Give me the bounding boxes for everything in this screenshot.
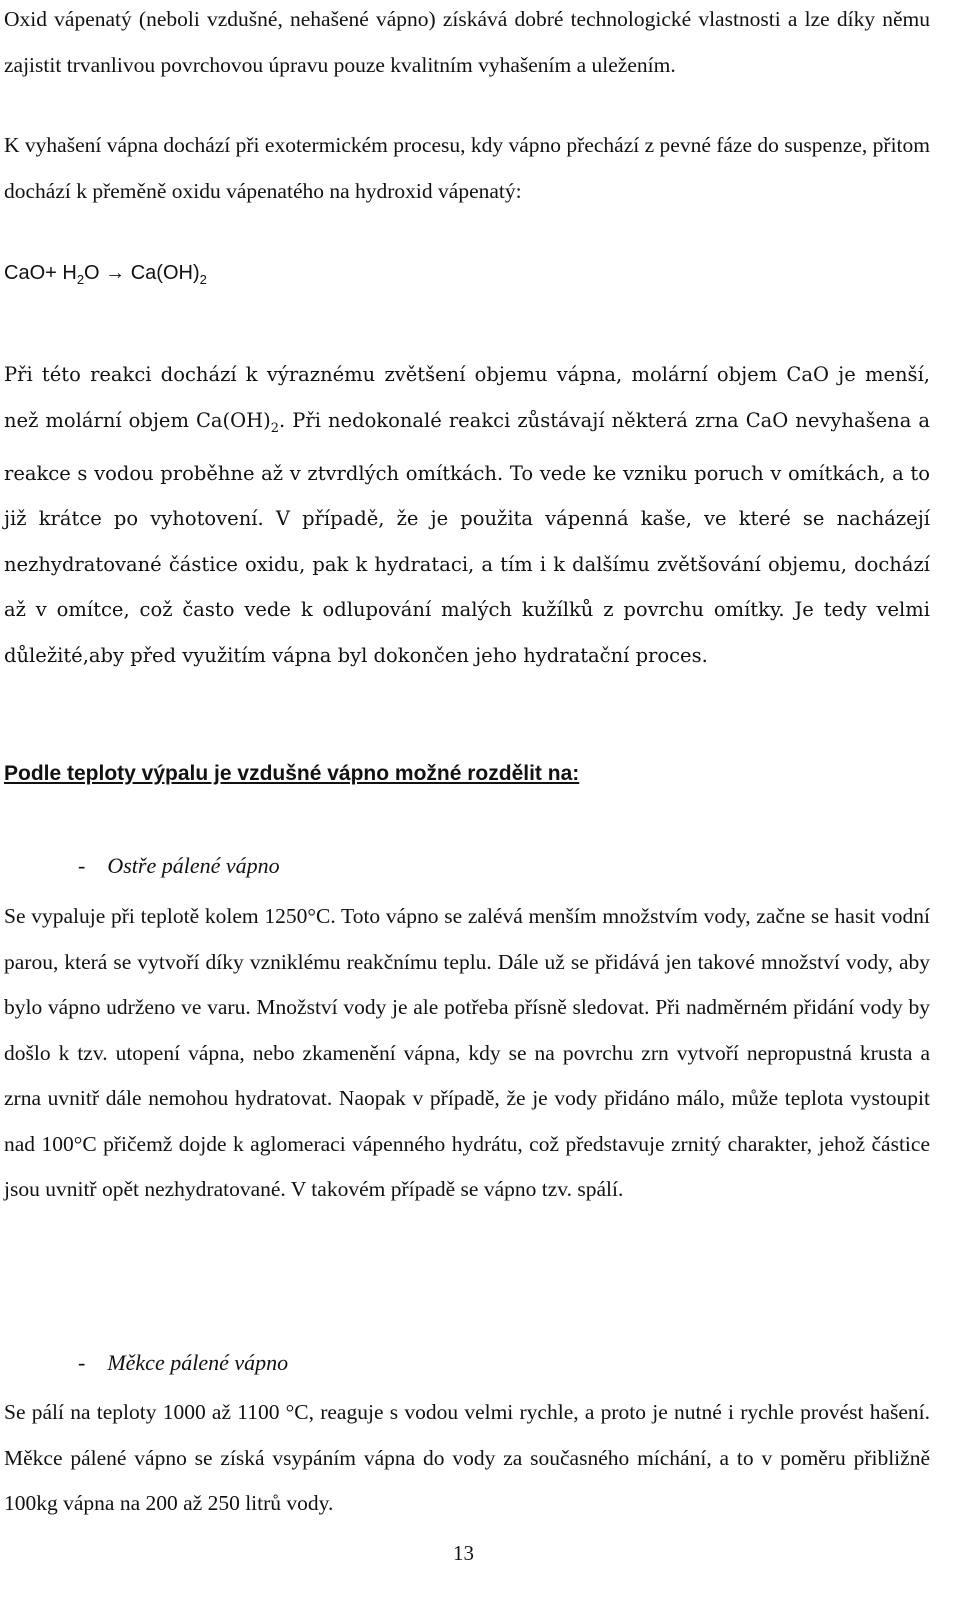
paragraph-text: Se pálí na teploty 1000 až 1100 °C, reaguje s vodou velmi rychle, a proto je nutné i rychle provést hašení. Měkce pálené vápno se získá vsypáním vápna do vody za současného míchání, a to v poměru přibližně 100kg vápna na 200 až 250 litrů vody. bbox=[4, 1400, 930, 1515]
list-item bbox=[78, 1350, 288, 1376]
section-heading: Podle teploty výpalu je vzdušné vápno možné rozdělit na: bbox=[4, 762, 580, 785]
list-item-title: Měkce pálené vápno bbox=[107, 1350, 289, 1375]
paragraph-text: K vyhašení vápna dochází při exotermickém procesu, kdy vápno přechází z pevné fáze do suspenze, přitom dochází k přeměně oxidu vápenatého na hydroxid vápenatý: bbox=[4, 133, 930, 203]
eq-left: CaO+ H bbox=[4, 262, 77, 284]
reaction-arrow: → bbox=[105, 262, 126, 284]
paragraph-soft-burnt bbox=[4, 1390, 930, 1527]
text-part: Při této reakci dochází k výraznému zvětšení objemu vápna, molární objem CaO je menší, než molární objem Ca(OH) bbox=[4, 363, 930, 432]
eq-right: Ca(OH) bbox=[125, 262, 200, 284]
text-part: . Při nedokonalé reakci zůstávají některá zrna CaO nevyhašena a reakce s vodou proběhne až v ztvrdlých omítkách. To vede ke vzniku poruch v omítkách, a to již krátce po vyhotovení. V případě, že je použita vápenná kaše, ve které se nacházejí nezhydratované částice oxidu, pak k hydrataci, a tím i k dalšímu zvětšování objemu, dochází až v omítce, což často vede k odlupování malých kužílků z povrchu omítky. Je tedy velmi důležité,aby před využitím vápna byl dokončen jeho hydratační proces. bbox=[4, 408, 930, 667]
eq-mid: O bbox=[84, 262, 106, 284]
eq-subscript: 2 bbox=[199, 272, 207, 287]
paragraph-text bbox=[4, 352, 930, 678]
paragraph-text: Se vypaluje při teplotě kolem 1250°C. Toto vápno se zalévá menším množstvím vody, začne se hasit vodní parou, která se vytvoří díky vzniklému reakčnímu teplu. Dále už se přidává jen takové množství vody, aby bylo vápno udrženo ve varu. Množství vody je ale potřeba přísně sledovat. Při nadměrném přidání vody by došlo k tzv. utopení vápna, nebo zkamenění vápna, kdy se na povrchu zrn vytvoří nepropustná krusta a zrna uvnitř dále nemohou hydratovat. Naopak v případě, že je vody přidáno málo, může teplota vystoupit nad 100°C přičemž dojde k aglomeraci vápenného hydrátu, což představuje zrnitý charakter, jehož částice jsou uvnitř opět nezhydratované. V takovém případě se vápno tzv. spálí. bbox=[4, 904, 930, 1201]
paragraph-intro bbox=[4, 0, 930, 88]
list-item bbox=[78, 853, 280, 879]
list-item-title: Ostře pálené vápno bbox=[107, 853, 280, 878]
list-dash: - bbox=[78, 1350, 86, 1375]
eq-subscript: 2 bbox=[76, 272, 85, 287]
paragraph-slaking bbox=[4, 123, 930, 214]
text-subscript: 2 bbox=[270, 420, 280, 436]
paragraph-text: Oxid vápenatý (neboli vzdušné, nehašené vápno) získává dobré technologické vlastnosti a lze díky němu zajistit trvanlivou povrchovou úpravu pouze kvalitním vyhašením a uležením. bbox=[4, 7, 930, 77]
list-dash: - bbox=[78, 853, 86, 878]
chemical-equation bbox=[4, 262, 207, 287]
page-number: 13 bbox=[453, 1541, 474, 1565]
paragraph-reaction bbox=[4, 352, 930, 678]
paragraph-hard-burnt bbox=[4, 894, 930, 1213]
